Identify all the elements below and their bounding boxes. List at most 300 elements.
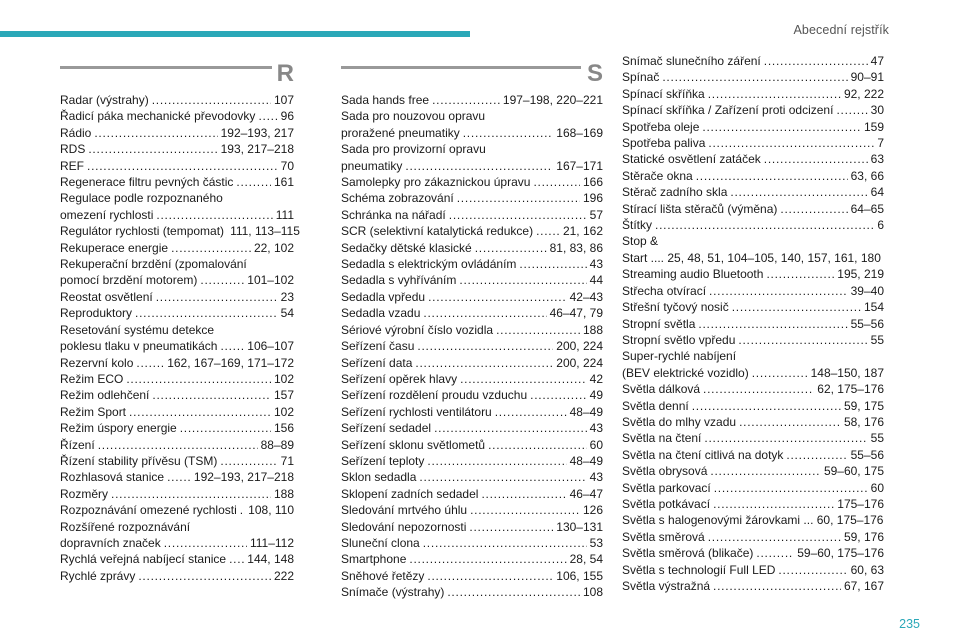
index-entry: [622, 184, 884, 200]
entry-page-ref: 111, 113–115: [230, 224, 300, 239]
index-entry: [60, 568, 294, 584]
entry-leader-dots: [704, 430, 867, 446]
entry-page-ref: 162, 167–169, 171–172: [167, 355, 294, 370]
index-entry: [341, 338, 603, 354]
index-entry: [622, 168, 884, 184]
entry-term: pneumatiky: [341, 158, 403, 173]
entry-term: Světla na čtení citlivá na dotyk: [622, 447, 784, 462]
entry-term: Stěrače okna: [622, 168, 693, 183]
entry-page-ref: 107: [273, 93, 294, 107]
section-letter: S: [586, 60, 603, 87]
entry-term: Samolepky pro zákaznickou úpravu: [341, 175, 531, 190]
entry-page-ref: 168–169: [556, 125, 603, 140]
entry-page-ref: 22, 102: [253, 240, 294, 255]
header-accent-bar: [0, 31, 470, 37]
entry-leader-dots: [713, 496, 834, 512]
entry-term: Sluneční clona: [341, 535, 420, 550]
entry-leader-dots: [136, 355, 164, 371]
entry-leader-dots: [220, 453, 277, 469]
entry-leader-dots: [180, 420, 271, 436]
index-entry: [622, 69, 884, 85]
entry-term: Střecha otvírací: [622, 283, 707, 298]
entry-term: Super-rychlé nabíjení: [622, 349, 737, 364]
index-entry: [60, 256, 294, 272]
entry-page-ref: 157: [273, 388, 294, 403]
entry-leader-dots: [423, 535, 587, 551]
entry-leader-dots: [88, 141, 217, 157]
entry-term: Rádio: [60, 125, 92, 140]
entry-term: Seřízení sklonu světlometů: [341, 437, 486, 452]
entry-page-ref: 161: [273, 175, 294, 190]
entry-leader-dots: [98, 437, 258, 453]
index-entry: [622, 233, 884, 249]
entry-page-ref: 111: [275, 207, 294, 222]
entry-page-ref: 159: [863, 119, 884, 134]
entry-page-ref: 57: [589, 207, 603, 222]
entry-term: Spínač: [622, 70, 660, 85]
index-entry: [341, 207, 603, 223]
entry-term: Světla s technologií Full LED: [622, 562, 776, 577]
entry-term: Sada pro provizorní opravu: [341, 142, 486, 157]
index-entry: [60, 404, 294, 420]
entry-term: omezení rychlosti: [60, 207, 154, 222]
entry-page-ref: 43: [589, 470, 603, 485]
index-entry: [341, 437, 603, 453]
entry-leader-dots: [409, 551, 566, 567]
entry-page-ref: 196: [582, 191, 603, 206]
index-entry: [60, 551, 294, 567]
index-entry: [341, 486, 603, 502]
entry-term: Režim ECO: [60, 371, 124, 386]
entry-page-ref: 192–193, 217–218: [193, 470, 294, 485]
entry-page-ref: 59–60, 175–176: [797, 546, 884, 561]
entry-leader-dots: [427, 568, 553, 584]
entry-leader-dots: [764, 53, 868, 69]
entry-leader-dots: [469, 519, 553, 535]
entry-leader-dots: [156, 207, 272, 223]
entry-leader-dots: [495, 404, 567, 420]
entry-leader-dots: [496, 322, 580, 338]
entry-term: RDS: [60, 142, 86, 157]
index-entry: [341, 223, 603, 239]
entry-page-ref: 193, 217–218: [220, 142, 294, 157]
entry-leader-dots: [460, 371, 587, 387]
entry-page-ref: 106–107: [247, 339, 294, 354]
entry-page-ref: 90–91: [850, 70, 884, 85]
entry-leader-dots: [470, 502, 580, 518]
section-heading-r: [60, 62, 294, 92]
entry-leader-dots: [752, 365, 808, 381]
entry-page-ref: 67, 167: [843, 579, 884, 593]
index-entry: [341, 568, 603, 584]
index-entry: [622, 201, 884, 217]
entry-page-ref: 108: [582, 585, 603, 600]
entry-term: Stírací lišta stěračů (výměna): [622, 201, 778, 216]
entry-term: Seřízení rozdělení proudu vzduchu: [341, 388, 528, 403]
entry-leader-dots: [730, 184, 867, 200]
entry-page-ref: 111–112: [249, 535, 294, 550]
entry-term: Sedadla s elektrickým ovládáním: [341, 257, 517, 272]
entry-page-ref: 81, 83, 86: [549, 240, 603, 255]
entry-leader-dots: [708, 86, 841, 102]
entry-page-ref: 7: [877, 136, 884, 151]
entry-leader-dots: [703, 381, 814, 397]
entry-term: Sledování nepozornosti: [341, 519, 467, 534]
entry-leader-dots: [488, 437, 587, 453]
index-list-r: [60, 92, 300, 584]
entry-term: dopravních značek: [60, 535, 161, 550]
entry-page-ref: 63, 66: [850, 168, 884, 183]
entry-leader-dots: [764, 151, 868, 167]
entry-page-ref: 55–56: [850, 447, 884, 462]
entry-term: Schránka na nářadí: [341, 207, 446, 222]
entry-term: Seřízení data: [341, 355, 413, 370]
index-column-s: [341, 62, 603, 601]
index-column-s-continued: [622, 54, 884, 594]
index-entry: [341, 453, 603, 469]
entry-leader-dots: [702, 119, 861, 135]
index-entry: [341, 584, 603, 600]
entry-page-ref: 60: [589, 437, 603, 452]
entry-term: Seřízení rychlosti ventilátoru: [341, 404, 492, 419]
entry-term: Režim odlehčení: [60, 388, 150, 403]
entry-term: Rekuperace energie: [60, 240, 169, 255]
entry-page-ref: 63: [870, 152, 884, 167]
index-entry: [341, 535, 603, 551]
entry-term: Řízení stability přívěsu (TSM): [60, 453, 218, 468]
entry-page-ref: 154: [863, 300, 884, 315]
index-entry: [60, 289, 294, 305]
entry-term: Spotřeba oleje: [622, 119, 700, 134]
entry-page-ref: 106, 155: [556, 568, 603, 583]
entry-term: SCR (selektivní katalytická redukce): [341, 224, 534, 239]
entry-page-ref: 197–198, 220–221: [502, 93, 603, 107]
entry-page-ref: 30: [870, 103, 884, 118]
entry-leader-dots: [419, 469, 586, 485]
entry-page-ref: 55–56: [850, 316, 884, 331]
entry-leader-dots: [87, 158, 278, 174]
entry-term: Světla s halogenovými žárovkami ... 60, 175–176: [622, 513, 884, 528]
entry-term: proražené pneumatiky: [341, 125, 460, 140]
entry-page-ref: 59–60, 175: [823, 464, 884, 479]
index-entry: [622, 250, 884, 266]
index-entry: [60, 387, 294, 403]
entry-page-ref: 60: [870, 480, 884, 495]
entry-leader-dots: [434, 420, 587, 436]
entry-page-ref: 44: [589, 273, 603, 288]
index-entry: [622, 414, 884, 430]
entry-leader-dots: [530, 387, 587, 403]
index-entry: [60, 158, 294, 174]
entry-page-ref: 102: [273, 404, 294, 419]
index-entry: [622, 119, 884, 135]
index-entry: [60, 322, 294, 338]
index-entry: [622, 348, 884, 364]
entry-page-ref: 222: [273, 568, 294, 583]
index-entry: [60, 190, 294, 206]
entry-term: Světla parkovací: [622, 480, 711, 495]
entry-leader-dots: [417, 338, 553, 354]
index-entry: [622, 447, 884, 463]
index-entry: [60, 519, 294, 535]
entry-leader-dots: [481, 486, 566, 502]
entry-leader-dots: [449, 207, 587, 223]
entry-term: Seřízení opěrek hlavy: [341, 371, 458, 386]
entry-term: Stop &: [622, 234, 659, 249]
entry-leader-dots: [780, 201, 847, 217]
index-entry: [341, 355, 603, 371]
entry-term: Smartphone: [341, 552, 407, 567]
entry-page-ref: 48–49: [569, 453, 603, 468]
index-entry: [622, 151, 884, 167]
entry-leader-dots: [236, 174, 271, 190]
entry-term: Sedačky dětské klasické: [341, 240, 472, 255]
index-entry: [60, 371, 294, 387]
entry-page-ref: 200, 224: [556, 355, 603, 370]
entry-page-ref: 28, 54: [569, 552, 603, 567]
entry-term: Světla denní: [622, 398, 689, 413]
entry-leader-dots: [662, 69, 847, 85]
index-entry: [60, 535, 294, 551]
index-entry: [341, 371, 603, 387]
entry-page-ref: 108, 110: [248, 503, 294, 518]
entry-leader-dots: [696, 168, 848, 184]
index-entry: [341, 240, 603, 256]
entry-term: (BEV elektrické vozidlo): [622, 365, 749, 380]
entry-term: Regenerace filtru pevných částic: [60, 175, 234, 190]
entry-term: Rozpoznávání omezené rychlosti: [60, 503, 237, 518]
entry-leader-dots: [229, 551, 244, 567]
entry-page-ref: 175–176: [837, 496, 884, 511]
entry-leader-dots: [533, 174, 580, 190]
index-entry: [341, 190, 603, 206]
index-entry: [60, 174, 294, 190]
entry-page-ref: 144, 148: [247, 552, 294, 567]
entry-leader-dots: [138, 568, 271, 584]
index-entry: [622, 578, 884, 594]
index-entry: [60, 338, 294, 354]
index-entry: [60, 305, 294, 321]
entry-page-ref: 46–47, 79: [549, 306, 603, 321]
entry-term: Sada hands free: [341, 93, 430, 107]
entry-term: Světla směrová (blikače): [622, 546, 754, 561]
entry-page-ref: 102: [273, 371, 294, 386]
index-entry: [622, 381, 884, 397]
index-entry: [622, 512, 884, 528]
index-entry: [60, 223, 300, 239]
index-entry: [622, 53, 884, 69]
index-entry: [60, 469, 294, 485]
entry-term: Spínací skříňka / Zařízení proti odcizení: [622, 103, 834, 118]
index-entry: [341, 387, 603, 403]
entry-term: Světla výstražná: [622, 579, 711, 593]
index-list-s-continued: [622, 53, 884, 594]
entry-leader-dots: [423, 305, 546, 321]
page-number: 235: [899, 617, 920, 631]
entry-page-ref: 200, 224: [556, 339, 603, 354]
entry-leader-dots: [713, 578, 841, 594]
entry-leader-dots: [709, 283, 848, 299]
entry-term: Štítky: [622, 218, 653, 233]
entry-page-ref: 48–49: [569, 404, 603, 419]
entry-page-ref: 42: [589, 371, 603, 386]
entry-term: poklesu tlaku v pneumatikách: [60, 339, 218, 354]
entry-term: Sériové výrobní číslo vozidla: [341, 322, 494, 337]
entry-term: Stropní světlo vpředu: [622, 332, 736, 347]
entry-page-ref: 42–43: [569, 289, 603, 304]
entry-page-ref: 64: [870, 185, 884, 200]
entry-term: Regulace podle rozpoznaného: [60, 191, 223, 206]
index-entry: [341, 469, 603, 485]
index-entry: [60, 502, 294, 518]
entry-leader-dots: [220, 338, 244, 354]
index-entry: [622, 316, 884, 332]
entry-term: Světla potkávací: [622, 496, 711, 511]
entry-leader-dots: [152, 387, 271, 403]
entry-term: Reostat osvětlení: [60, 289, 153, 304]
entry-leader-dots: [766, 266, 834, 282]
entry-page-ref: 148–150, 187: [810, 365, 884, 380]
entry-page-ref: 166: [582, 175, 603, 190]
entry-leader-dots: [135, 305, 278, 321]
entry-leader-dots: [428, 289, 567, 305]
index-entry: [341, 519, 603, 535]
index-entry: [341, 141, 603, 157]
index-entry: [622, 86, 884, 102]
entry-leader-dots: [710, 463, 821, 479]
entry-leader-dots: [152, 92, 271, 108]
entry-leader-dots: [698, 316, 847, 332]
index-entry: [622, 135, 884, 151]
entry-term: Seřízení času: [341, 339, 415, 354]
index-entry: [60, 108, 294, 124]
entry-page-ref: 58, 176: [843, 414, 884, 429]
entry-term: Světla na čtení: [622, 431, 702, 446]
entry-term: Režim Sport: [60, 404, 127, 419]
entry-leader-dots: [738, 332, 867, 348]
entry-page-ref: 55: [870, 431, 884, 446]
entry-page-ref: 130–131: [556, 519, 603, 534]
entry-leader-dots: [200, 272, 244, 288]
entry-term: Seřízení teploty: [341, 453, 425, 468]
entry-page-ref: 192–193, 217: [220, 125, 294, 140]
entry-leader-dots: [447, 584, 580, 600]
index-entry: [341, 125, 603, 141]
entry-leader-dots: [786, 447, 847, 463]
entry-leader-dots: [111, 486, 271, 502]
entry-leader-dots: [475, 240, 547, 256]
index-entry: [60, 141, 294, 157]
index-entry: [341, 420, 603, 436]
index-entry: [341, 108, 603, 124]
entry-term: Režim úspory energie: [60, 421, 177, 436]
index-entry: [341, 174, 603, 190]
entry-term: Rozměry: [60, 486, 109, 501]
entry-leader-dots: [457, 190, 580, 206]
entry-leader-dots: [427, 453, 566, 469]
entry-page-ref: 188: [582, 322, 603, 337]
entry-page-ref: 23: [280, 289, 294, 304]
entry-term: Světla směrová: [622, 529, 705, 544]
index-entry: [60, 486, 294, 502]
index-entry: [622, 562, 884, 578]
index-column-r: [60, 60, 300, 584]
entry-term: Sklopení zadních sedadel: [341, 486, 479, 501]
index-entry: [622, 299, 884, 315]
index-entry: [622, 463, 884, 479]
entry-term: Světla obrysová: [622, 464, 708, 479]
entry-page-ref: 126: [582, 503, 603, 518]
index-entry: [622, 398, 884, 414]
entry-leader-dots: [836, 102, 867, 118]
entry-term: Reproduktory: [60, 306, 133, 321]
index-entry: [341, 256, 603, 272]
entry-page-ref: 39–40: [850, 283, 884, 298]
entry-term: Radar (výstrahy): [60, 93, 149, 107]
entry-leader-dots: [167, 469, 191, 485]
entry-page-ref: 46–47: [569, 486, 603, 501]
section-heading-s: [341, 62, 603, 92]
entry-leader-dots: [778, 562, 847, 578]
entry-page-ref: 60, 63: [850, 562, 884, 577]
entry-term: Stropní světla: [622, 316, 696, 331]
index-entry: [341, 92, 603, 108]
index-entry: [622, 283, 884, 299]
entry-leader-dots: [126, 371, 271, 387]
entry-page-ref: 59, 176: [843, 529, 884, 544]
index-entry: [622, 529, 884, 545]
entry-page-ref: 21, 162: [562, 224, 603, 239]
entry-term: Regulátor rychlosti (tempomat): [60, 224, 225, 239]
index-entry: [60, 437, 294, 453]
entry-leader-dots: [536, 223, 560, 239]
entry-term: Sedadla vzadu: [341, 306, 421, 321]
entry-term: Sněhové řetězy: [341, 568, 425, 583]
entry-leader-dots: [692, 398, 841, 414]
entry-page-ref: 43: [589, 421, 603, 436]
index-entry: [341, 322, 603, 338]
index-list-s: [341, 92, 603, 601]
entry-leader-dots: [432, 92, 500, 108]
entry-term: Sada pro nouzovou opravu: [341, 109, 486, 124]
page-header-title: Abecední rejstřík: [793, 23, 889, 37]
entry-term: Světla do mlhy vzadu: [622, 414, 737, 429]
entry-page-ref: 49: [589, 388, 603, 403]
index-entry: [60, 272, 294, 288]
index-entry: [60, 420, 294, 436]
entry-term: Stěrač zadního skla: [622, 185, 728, 200]
index-entry: [60, 207, 294, 223]
entry-term: Řadicí páka mechanické převodovky: [60, 109, 256, 124]
entry-page-ref: 64–65: [850, 201, 884, 216]
entry-leader-dots: [405, 158, 553, 174]
entry-leader-dots: [463, 125, 554, 141]
entry-leader-dots: [415, 355, 553, 371]
entry-leader-dots: [739, 414, 841, 430]
index-entry: [341, 289, 603, 305]
entry-leader-dots: [156, 289, 278, 305]
entry-term: Start .... 25, 48, 51, 104–105, 140, 157, 161, 180: [622, 250, 881, 265]
index-entry: [622, 545, 884, 561]
entry-term: Rozšířené rozpoznávání: [60, 519, 191, 534]
index-entry: [622, 332, 884, 348]
entry-page-ref: 43: [589, 257, 603, 272]
entry-leader-dots: [708, 529, 841, 545]
entry-term: Sklon sedadla: [341, 470, 417, 485]
entry-term: Řízení: [60, 437, 95, 452]
index-entry: [622, 480, 884, 496]
entry-term: Spotřeba paliva: [622, 136, 706, 151]
